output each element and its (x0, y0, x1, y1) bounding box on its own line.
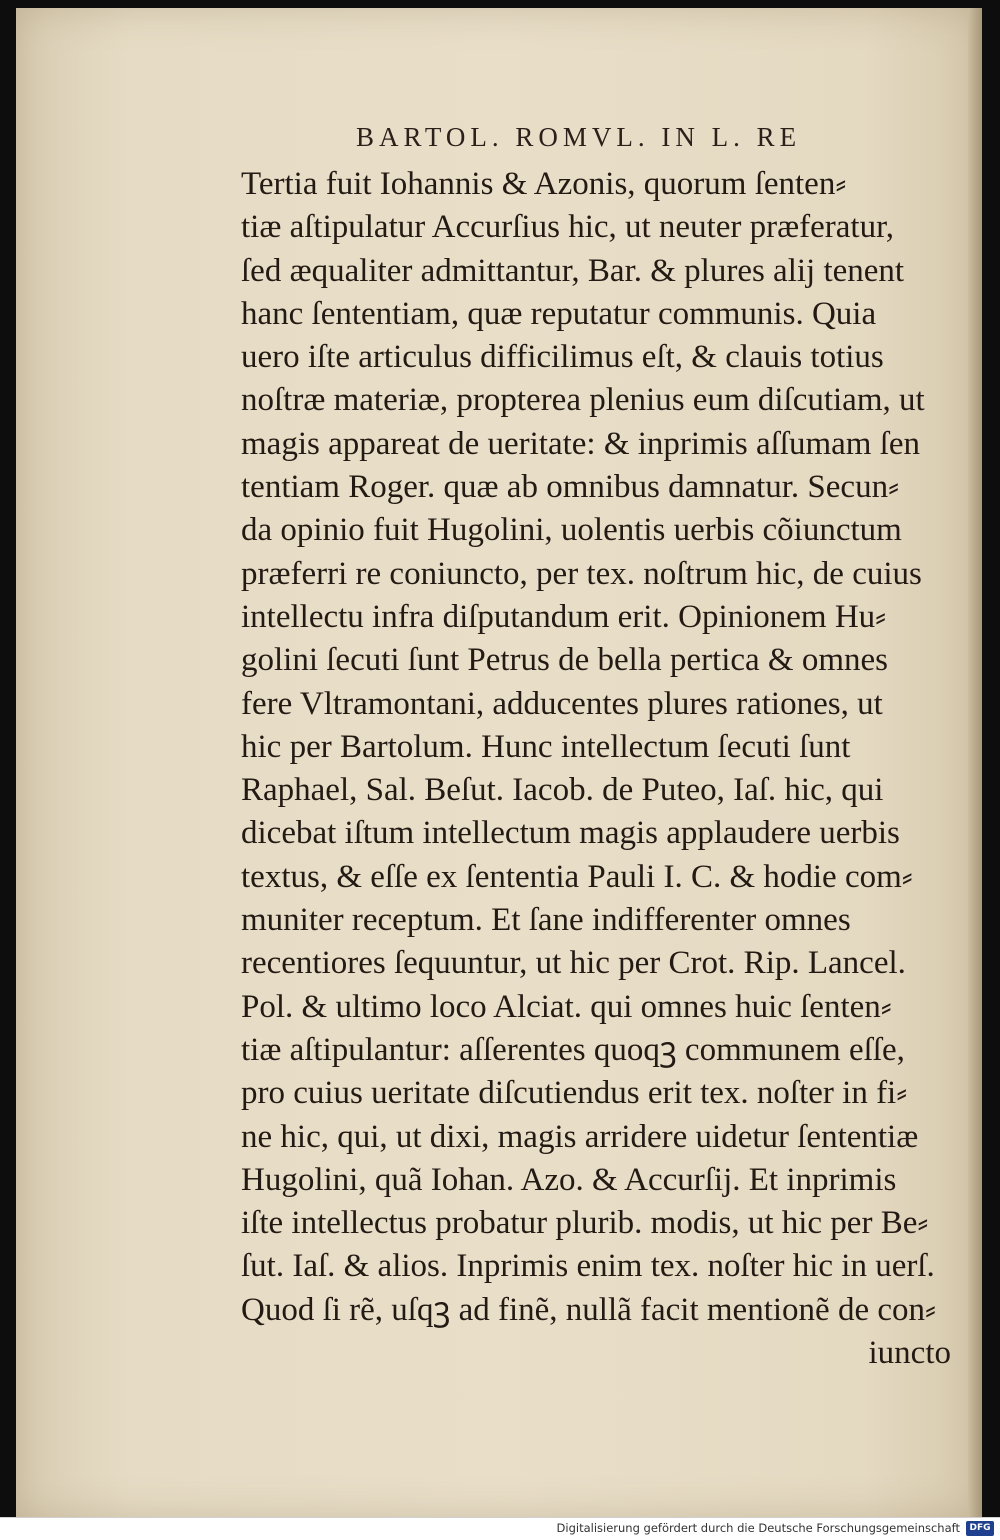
running-head: BARTOL. ROMVL. IN L. RE (356, 122, 802, 152)
text-line: tiæ aſtipulatur Accurſius hic, ut neuter præferatur, (241, 209, 894, 246)
text-line: fere Vltramontani, adducentes plures rationes, ut (241, 685, 883, 722)
text-line: Tertia fuit Iohannis & Azonis, quorum ſenten⸗ (241, 166, 847, 202)
body-text (241, 163, 971, 1375)
text-line: intellectu infra diſputandum erit. Opinionem Hu⸗ (241, 598, 887, 635)
text-line: hanc ſententiam, quæ reputatur communis. Quia (241, 295, 877, 332)
text-line: magis appareat de ueritate: & inprimis aſſumam ſen (241, 425, 921, 462)
text-line: recentiores ſequuntur, ut hic per Crot. Rip. Lancel. (241, 945, 906, 982)
dfg-logo-icon: DFG (966, 1521, 994, 1536)
text-line: textus, & eſſe ex ſententia Pauli I. C. & hodie com⸗ (241, 858, 913, 895)
text-line: ſed æqualiter admittantur, Bar. & plures alij tenent (241, 252, 905, 289)
text-line: tiæ aſtipulantur: aſſerentes quoqꝫ communem eſſe, (241, 1031, 905, 1068)
text-line: pro cuius ueritate diſcutiendus erit tex. noſter in fi⸗ (241, 1075, 908, 1112)
text-line: ſut. Iaſ. & alios. Inprimis enim tex. noſter hic in uerſ. (241, 1248, 935, 1285)
funding-credit: Digitalisierung gefördert durch die Deutsche Forschungsgemeinschaft (556, 1521, 960, 1535)
text-line: tentiam Roger. quæ ab omnibus damnatur. Secun⸗ (241, 469, 900, 506)
text-line: dicebat iſtum intellectum magis applaudere uerbis (241, 815, 900, 852)
book-page (16, 8, 982, 1518)
catchword: iuncto (868, 1335, 951, 1372)
footer-bar (0, 1517, 1000, 1540)
text-line: hic per Bartolum. Hunc intellectum ſecuti ſunt (241, 728, 851, 765)
text-line: golini ſecuti ſunt Petrus de bella pertica & omnes (241, 642, 889, 679)
text-line: da opinio fuit Hugolini, uolentis uerbis cõiunctum (241, 512, 902, 549)
text-line: noſtræ materiæ, propterea plenius eum diſcutiam, ut (241, 382, 925, 419)
text-line: præferri re coniuncto, per tex. noſtrum hic, de cuius (241, 555, 922, 592)
text-line: Raphael, Sal. Beſut. Iacob. de Puteo, Iaſ. hic, qui (241, 772, 884, 809)
text-line: Quod ſi rẽ, uſqꝫ ad finẽ, nullã facit mentionẽ de con⸗ (241, 1291, 936, 1328)
text-line: ne hic, qui, ut dixi, magis arridere uidetur ſententiæ (241, 1118, 919, 1155)
text-line: Pol. & ultimo loco Alciat. qui omnes huic ſenten⸗ (241, 988, 892, 1025)
text-line: Hugolini, quã Iohan. Azo. & Accurſij. Et inprimis (241, 1161, 897, 1198)
text-line: muniter receptum. Et ſane indifferenter omnes (241, 902, 851, 939)
text-line: uero iſte articulus difficilimus eſt, & clauis totius (241, 339, 884, 376)
text-line: iſte intellectus probatur plurib. modis, ut hic per Be⸗ (241, 1205, 929, 1242)
